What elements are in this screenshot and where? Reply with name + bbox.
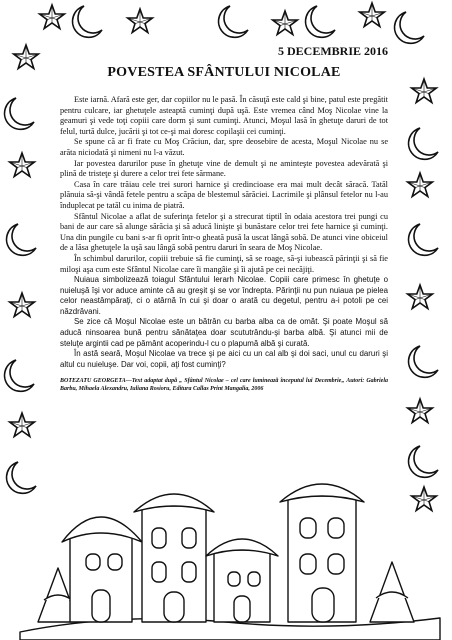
star-icon <box>408 399 433 423</box>
paragraph: Se spune că ar fi frate cu Moş Crăciun, dar, spre deosebire de acesta, Moşul Nicolae nu se arăta niciodată şi nimeni nu l-a văzut. <box>60 137 388 157</box>
story-body <box>60 95 388 370</box>
moon-icon <box>5 98 34 129</box>
star-icon <box>360 3 385 27</box>
paragraph: Este iarnă. Afară este ger, dar copiilor nu le pasă. În căsuţă este cald şi bine, patul este pregătit pentru culcare, iar ghetuţele asteaptă cuminţi după uşă. Este vremea când Moş Nicolae vine la geamuri şi vede toţi copiii care dorm şi sunt cuminţi. Atunci, Moşul lasă în ghetuţe daruri de tot felul, turtă dulce, jucării şi tot ce-şi mai doresc copilaşii cei cuminţi. <box>60 95 388 136</box>
paragraph: Se zice că Moşul Nicolae este un bătrân cu barba alba ca de omăt. Şi poate Moşul să aducă ninsoarea bună pentru sănătaţea doar scututrându-şi barba albă. Şi atunci mii de steluţe argintii cad pe pământ acoperindu-l cu o plapumă albă şi curată. <box>60 317 388 348</box>
story-content <box>60 44 388 393</box>
paragraph: În schimbul darurilor, copiii trebuie să fie cuminţi, să se roage, să-şi iubească părinţii şi să fie miloşi aşa cum este Sfântul Nicolae care îi mangâie şi îi ajută pe cei necăjiţi. <box>60 253 388 274</box>
moon-icon <box>409 224 438 255</box>
paragraph: Iar povestea darurilor puse în ghetuţe vine de demult şi ne aminteşte povestea adevărată şi plină de tristeţe şi durere a celor trei fete sărmane. <box>60 158 388 179</box>
moon-icon <box>73 6 102 37</box>
star-icon <box>128 9 153 33</box>
page-title: POVESTEA SFÂNTULUI NICOLAE <box>107 65 341 80</box>
star-icon <box>408 173 433 197</box>
moon-icon <box>409 128 438 159</box>
paragraph: În astă seară, Moşul Nicolae va trece şi pe aici cu un cal alb şi doi saci, unul cu daruri şi altul cu nuieluşe. Dar voi, copii, aţi fost cuminţi? <box>60 349 388 369</box>
paragraph: Sfântul Nicolae a aflat de suferinţa fetelor şi a strecurat tiptil în odaia acestora trei pungi cu bani de aur care să alunge sărăcia şi să aducă linişte şi bunăstare celor trei fete harnice şi cuminţi. Una din pungile cu bani s-ar fi oprit într-o gheată pusă la uscat lângă sobă. De atunci vine obiceiul de a lăsa ghetuţele la uşă sau lângă sobă pentru daruri în seara de Moş Nicolae. <box>60 211 388 253</box>
star-icon <box>412 79 437 103</box>
moon-icon <box>395 12 424 43</box>
star-icon <box>273 11 298 35</box>
moon-icon <box>409 346 438 377</box>
star-icon <box>14 45 39 69</box>
moon-icon <box>7 224 36 255</box>
source-credit: BOTEZATU GEORGETA—Text adaptat după „ Sfântul Nicolae – cel care luminează începutul lui Decembrie„ Autori: Gabriela Barbu, Mihaela Alexandru, Iuliana Rosioru, Editura Callas Print Mangalia, 2006 <box>60 378 388 392</box>
paragraph: Casa în care trăiau cele trei surori harnice şi credincioase era mai mult decât săracă. Tatăl plănuia să-şi vândă fetele pentru a scăpa de blestemul sărăciei. Lacrimile şi plânsul fetelor nu l-au înduplecat pe tatăl cu inima de piatră. <box>60 179 388 210</box>
star-icon <box>10 413 35 437</box>
moon-icon <box>306 6 335 37</box>
date-label: 5 DECEMBRIE 2016 <box>277 44 388 58</box>
star-icon <box>408 285 433 309</box>
star-icon <box>40 5 65 29</box>
moon-icon <box>219 6 248 37</box>
snowy-village-drawing <box>0 472 452 640</box>
paragraph: Nuiaua simbolizează toiagul Sfântului Ierarh Nicolae. Copiii care primesc în ghetuţe o nuieluşă îşi vor aduce aminte că au greşit şi se vor îndrepta. Părinţii nu pun nuiaua pe pielea celor neastâmpăraţi, ci o atârnă în cui şi doar o arată cu degetul, pentru a-i potoli pe cei năzdrăvani. <box>60 275 388 316</box>
star-icon <box>10 293 35 317</box>
moon-icon <box>5 360 34 391</box>
star-icon <box>10 153 35 177</box>
